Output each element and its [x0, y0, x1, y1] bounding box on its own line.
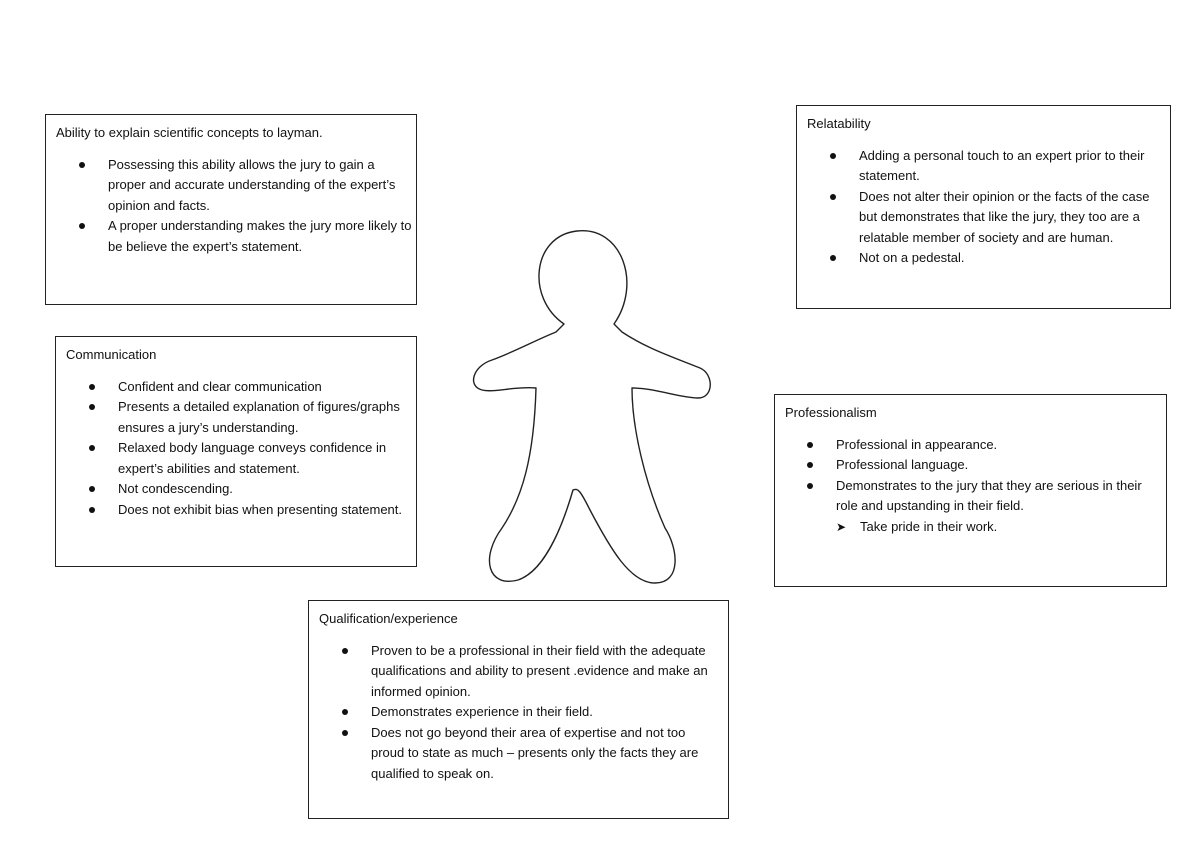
communication-title: Communication [66, 347, 157, 362]
professionalism-title: Professionalism [785, 405, 877, 420]
bullet-icon [79, 162, 85, 168]
arrow-bullet-icon: ➤ [836, 519, 847, 534]
bullet-icon [807, 442, 813, 448]
bullet-icon [342, 648, 348, 654]
person-outline-path [474, 231, 711, 583]
list-item: Relaxed body language conveys confidence in expert’s abilities and statement. [118, 438, 403, 479]
list-item: Confident and clear communication [118, 377, 403, 398]
bullet-icon [89, 445, 95, 451]
list-item: Possessing this ability allows the jury to gain a proper and accurate understanding of the expert’s opinion and facts. [108, 155, 413, 217]
qualification-title: Qualification/experience [319, 611, 458, 626]
ability-list [108, 155, 413, 258]
list-item: Demonstrates to the jury that they are serious in their role and upstanding in their field. [836, 476, 1156, 517]
list-item: Professional language. [836, 455, 1156, 476]
bullet-icon [830, 194, 836, 200]
list-item: Professional in appearance. [836, 435, 1156, 456]
list-item: A proper understanding makes the jury more likely to be believe the expert’s statement. [108, 216, 413, 257]
bullet-icon [89, 507, 95, 513]
professionalism-list [836, 435, 1156, 538]
person-outline-figure [470, 228, 720, 588]
list-item: Demonstrates experience in their field. [371, 702, 711, 723]
list-item: Proven to be a professional in their field with the adequate qualifications and ability to present .evidence and make an informed opinion. [371, 641, 711, 703]
bullet-icon [89, 384, 95, 390]
bullet-icon [807, 462, 813, 468]
list-item: Presents a detailed explanation of figures/graphs ensures a jury’s understanding. [118, 397, 403, 438]
list-item: Does not go beyond their area of expertise and not too proud to state as much – presents only the facts they are qualified to speak on. [371, 723, 711, 785]
qualification-list [371, 641, 711, 785]
list-item: Does not exhibit bias when presenting statement. [118, 500, 403, 521]
list-item: Does not alter their opinion or the facts of the case but demonstrates that like the jury, they too are a relatable member of society and are human. [859, 187, 1164, 249]
bullet-icon [79, 223, 85, 229]
bullet-icon [830, 153, 836, 159]
list-item: Not on a pedestal. [859, 248, 1164, 269]
list-item: Not condescending. [118, 479, 403, 500]
sub-list-item: ➤ Take pride in their work. [836, 517, 1156, 538]
list-item: Adding a personal touch to an expert prior to their statement. [859, 146, 1164, 187]
ability-title: Ability to explain scientific concepts to layman. [56, 125, 323, 140]
relatability-title: Relatability [807, 116, 871, 131]
ability-box [45, 114, 417, 305]
bullet-icon [89, 486, 95, 492]
bullet-icon [342, 709, 348, 715]
relatability-list [859, 146, 1164, 269]
bullet-icon [89, 404, 95, 410]
bullet-icon [830, 255, 836, 261]
bullet-icon [807, 483, 813, 489]
bullet-icon [342, 730, 348, 736]
communication-list [118, 377, 403, 521]
qualification-box [308, 600, 729, 819]
relatability-box [796, 105, 1171, 309]
communication-box [55, 336, 417, 567]
professionalism-box [774, 394, 1167, 587]
